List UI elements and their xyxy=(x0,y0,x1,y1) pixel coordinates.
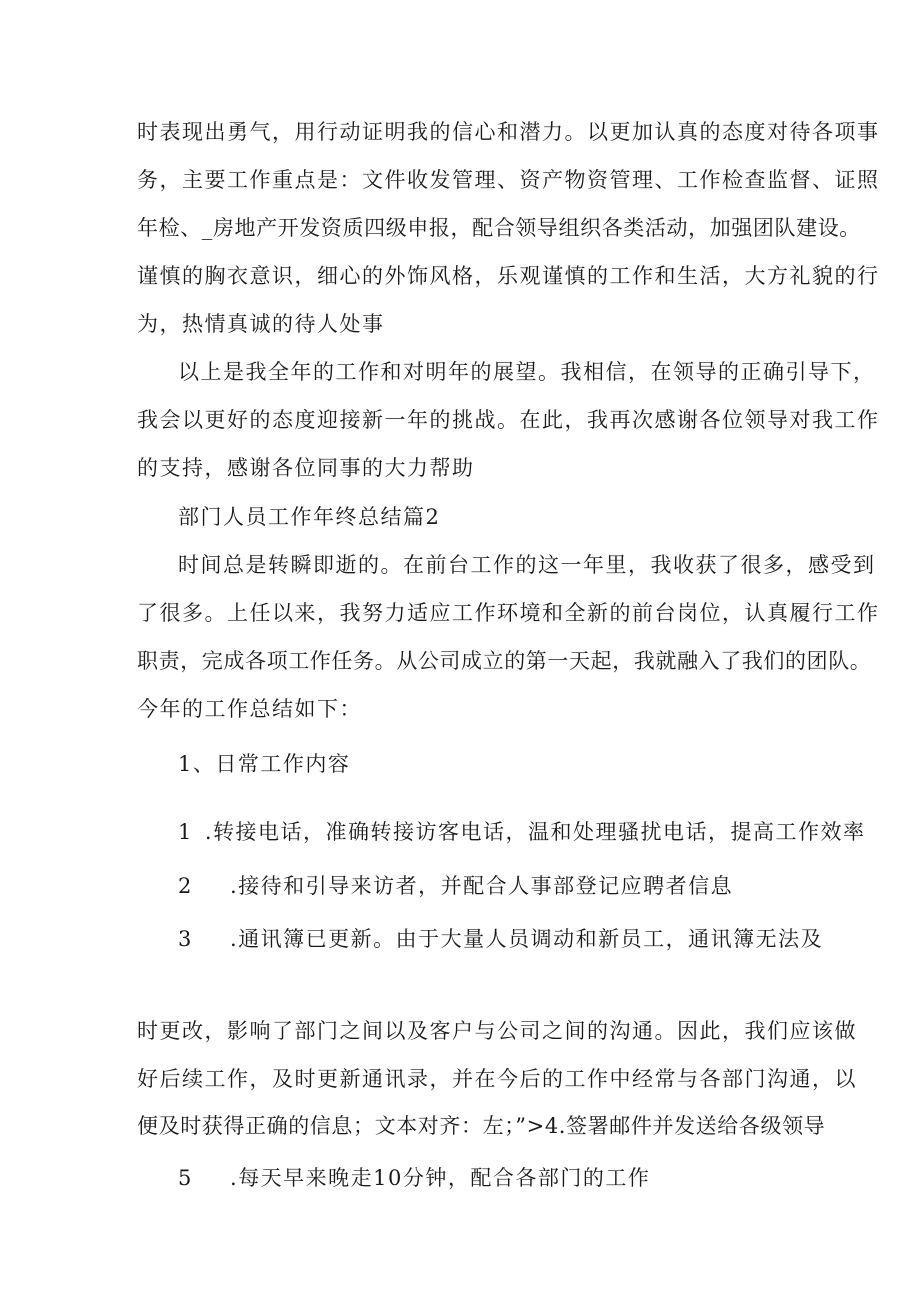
paragraph-line: 的支持，感谢各位同事的大力帮助 xyxy=(137,456,475,480)
list-item xyxy=(178,929,823,950)
paragraph-line: 职责，完成各项工作任务。从公司成立的第一天起，我就融入了我们的团队。 xyxy=(137,649,872,673)
list-separator: . xyxy=(204,820,214,844)
paragraph-line: 务，主要工作重点是：文件收发管理、资产物资管理、工作检查监督、证照 xyxy=(137,168,880,192)
list-item-text: 每天早来晚走10分钟，配合各部门的工作 xyxy=(238,1166,651,1190)
list-separator: . xyxy=(230,874,239,898)
list-item-text: 接待和引导来访者，并配合人事部登记应聘者信息 xyxy=(238,874,734,898)
list-number: 2 xyxy=(178,874,193,898)
list-number: 3 xyxy=(178,927,193,951)
paragraph-line: 便及时获得正确的信息；文本对齐：左；”>4.签署邮件并发送给各级领导 xyxy=(137,1114,826,1138)
list-number: 5 xyxy=(178,1166,193,1190)
paragraph-line: 时间总是转瞬即逝的。在前台工作的这一年里，我收获了很多，感受到 xyxy=(178,553,876,577)
list-separator: . xyxy=(230,927,239,951)
paragraph-line: 了很多。上任以来，我努力适应工作环境和全新的前台岗位，认真履行工作 xyxy=(137,601,880,625)
paragraph-line: 我会以更好的态度迎接新一年的挑战。在此，我再次感谢各位领导对我工作 xyxy=(137,408,880,432)
paragraph-line: 好后续工作，及时更新通讯录，并在今后的工作中经常与各部门沟通，以 xyxy=(137,1067,857,1091)
list-item-text: 通讯簿已更新。由于大量人员调动和新员工，通讯簿无法及 xyxy=(238,927,824,951)
paragraph-line: 时表现出勇气，用行动证明我的信心和潜力。以更加认真的态度对待各项事 xyxy=(137,120,880,144)
paragraph-line: 以上是我全年的工作和对明年的展望。我相信，在领导的正确引导下， xyxy=(178,360,876,384)
list-item xyxy=(178,1168,650,1189)
paragraph-line: 时更改，影响了部门之间以及客户与公司之间的沟通。因此，我们应该做 xyxy=(137,1019,857,1043)
list-separator: . xyxy=(230,1166,239,1190)
paragraph-line: 谨慎的胸衣意识，细心的外饰风格，乐观谨慎的工作和生活，大方礼貌的行 xyxy=(137,264,880,288)
list-item xyxy=(178,876,733,897)
paragraph-line: 今年的工作总结如下： xyxy=(137,697,362,721)
list-number: 1 xyxy=(178,820,193,844)
list-item-text: 转接电话，准确转接访客电话，温和处理骚扰电话，提高工作效率 xyxy=(213,820,866,844)
list-item xyxy=(178,822,866,843)
list-heading: 1、日常工作内容 xyxy=(178,752,351,776)
paragraph-line: 为，热情真诚的待人处事 xyxy=(137,312,385,336)
paragraph-line: 年检、_房地产开发资质四级申报，配合领导组织各类活动，加强团队建设。 xyxy=(137,216,861,240)
section-heading: 部门人员工作年终总结篇2 xyxy=(178,505,441,529)
